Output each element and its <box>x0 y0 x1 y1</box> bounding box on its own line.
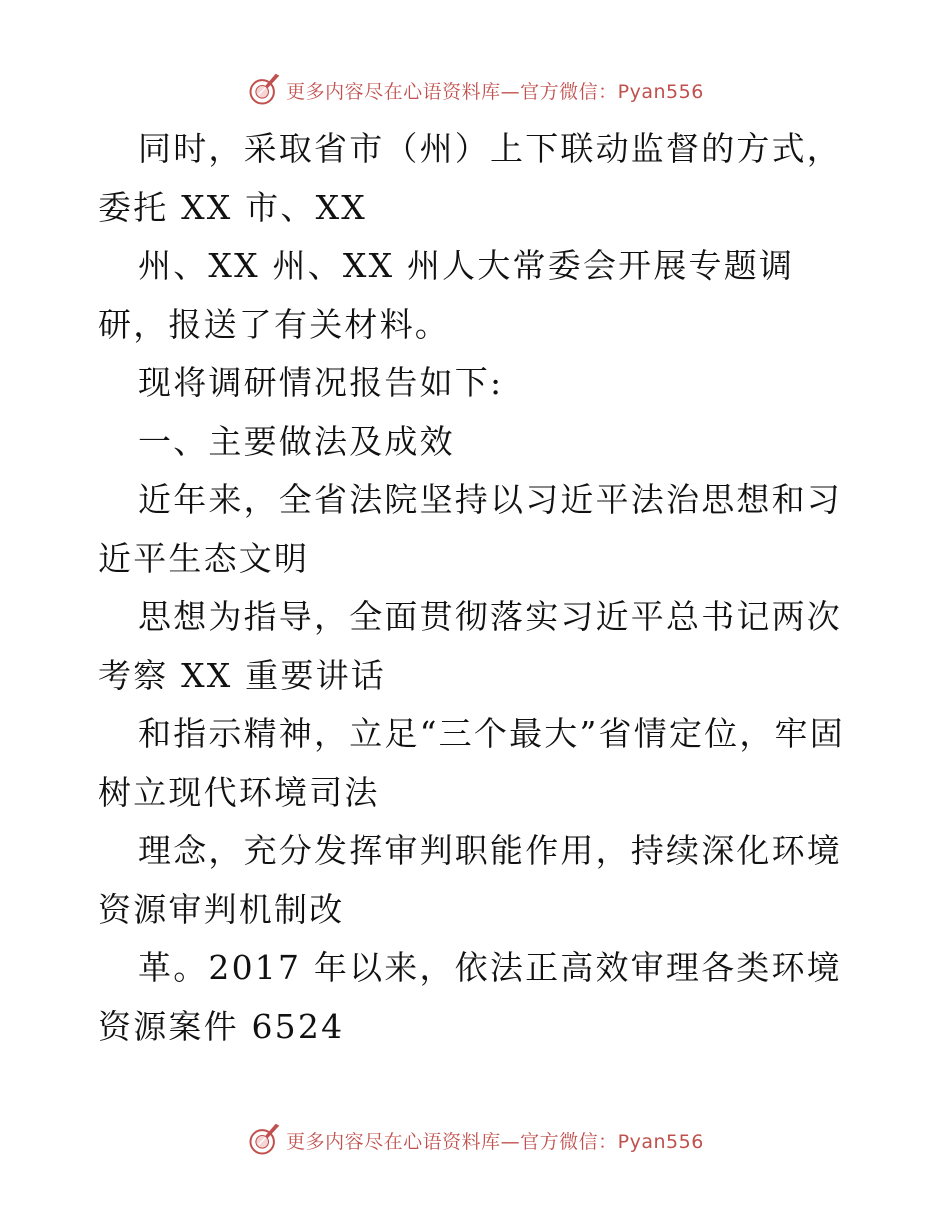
paragraph: 州、XX 州、XX 州人大常委会开展专题调研，报送了有关材料。 <box>98 246 795 344</box>
document-body <box>98 120 858 1056</box>
pen-nib-logo-icon <box>246 1122 282 1158</box>
paragraph: 现将调研情况报告如下: <box>138 363 504 402</box>
paragraph: 思想为指导，全面贯彻落实习近平总书记两次考察 XX 重要讲话 <box>98 597 842 695</box>
header-watermark <box>0 70 950 110</box>
section-heading: 一、主要做法及成效 <box>138 421 455 461</box>
paragraph: 同时，采取省市（州）上下联动监督的方式，委托 XX 市、XX <box>98 129 842 227</box>
footer-watermark <box>0 1120 950 1160</box>
paragraph: 革。2017 年以来，依法正高效审理各类环境资源案件 6524 <box>98 948 842 1046</box>
paragraph: 理念，充分发挥审判职能作用，持续深化环境资源审判机制改 <box>98 831 842 929</box>
paragraph: 和指示精神，立足“三个最大”省情定位，牢固树立现代环境司法 <box>98 714 845 812</box>
watermark-text: 更多内容尽在心语资料库—官方微信：Pyan556 <box>286 1130 704 1153</box>
watermark-text: 更多内容尽在心语资料库—官方微信：Pyan556 <box>286 80 704 103</box>
paragraph: 近年来，全省法院坚持以习近平法治思想和习近平生态文明 <box>98 480 842 578</box>
pen-nib-logo-icon <box>246 72 282 108</box>
